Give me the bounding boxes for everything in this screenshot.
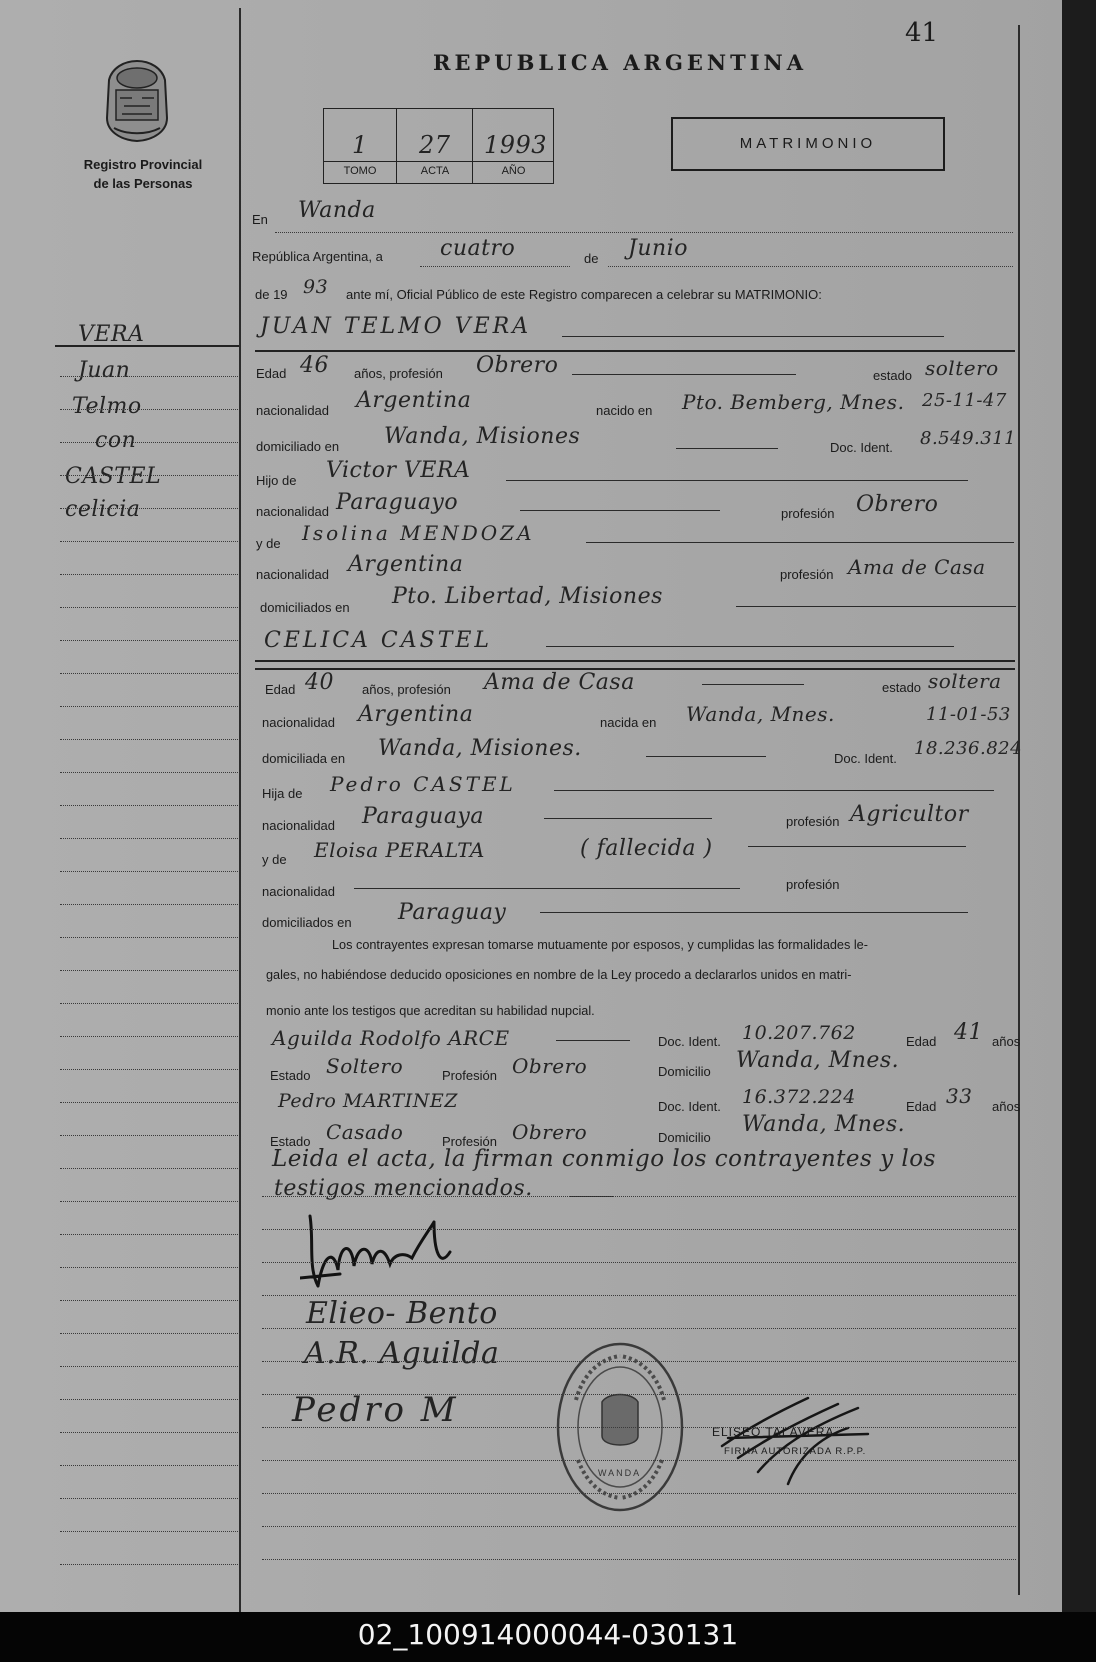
margin-rule bbox=[60, 838, 238, 839]
groom-madre-prof-label: profesión bbox=[780, 567, 834, 582]
bride-nacionalidad: Argentina bbox=[358, 702, 474, 727]
act-type: MATRIMONIO bbox=[739, 135, 877, 152]
margin-note-surname: VERA bbox=[78, 322, 145, 347]
body-rule bbox=[262, 1493, 1016, 1494]
margin-rule bbox=[60, 1465, 238, 1466]
margin-rule bbox=[60, 1069, 238, 1070]
groom-padre-prof: Obrero bbox=[856, 492, 939, 517]
bride-profesion: Ama de Casa bbox=[484, 670, 635, 695]
groom-estado: soltero bbox=[925, 356, 999, 380]
bride-padre-nac: Paraguaya bbox=[362, 804, 484, 829]
day-value: cuatro bbox=[440, 236, 516, 261]
official-name: ELISEO TALAVERA bbox=[712, 1425, 835, 1439]
scan-id: 02_100914000044-030131 bbox=[357, 1618, 739, 1651]
groom-edad-label: Edad bbox=[256, 366, 287, 381]
witness2-name: Pedro MARTINEZ bbox=[278, 1090, 458, 1112]
witness1-domicilio: Wanda, Mnes. bbox=[736, 1048, 900, 1073]
groom-domicilio: Wanda, Misiones bbox=[384, 424, 581, 449]
closing-line2: testigos mencionados. bbox=[274, 1176, 533, 1201]
groom-madre-prof: Ama de Casa bbox=[848, 555, 986, 579]
declaration-line3: monio ante los testigos que acreditan su habilidad nupcial. bbox=[266, 1004, 595, 1018]
groom-hijo-label: Hijo de bbox=[256, 473, 297, 488]
groom-nacionalidad: Argentina bbox=[356, 388, 472, 413]
margin-rule bbox=[60, 1333, 238, 1334]
margin-rule bbox=[60, 574, 238, 575]
country-title: REPUBLICA ARGENTINA bbox=[433, 50, 808, 75]
en-label: En bbox=[252, 212, 268, 227]
act-type-box bbox=[671, 117, 945, 171]
ano-value: 1993 bbox=[484, 131, 548, 159]
bride-lugar-nac: Wanda, Mnes. bbox=[686, 702, 835, 726]
witness1-doc: 10.207.762 bbox=[742, 1022, 856, 1044]
bride-padre-prof: Agricultor bbox=[850, 802, 969, 827]
bride-estado: soltera bbox=[928, 669, 1002, 693]
groom-madre-nac-label: nacionalidad bbox=[256, 567, 330, 582]
margin-rule bbox=[60, 1135, 238, 1136]
place-value: Wanda bbox=[298, 198, 376, 223]
declaration-line2: gales, no habiéndose deducido oposiciones en nombre de la Ley procedo a declararlos unidos en matri- bbox=[266, 968, 852, 982]
margin-rule bbox=[60, 739, 238, 740]
bride-madre-prof-label: profesión bbox=[786, 877, 840, 892]
signature-witness-eliseo: Elieo- Bento bbox=[306, 1296, 498, 1331]
margin-rule bbox=[60, 1234, 238, 1235]
groom-padre-nac: Paraguayo bbox=[336, 490, 459, 515]
groom-nac-label: nacionalidad bbox=[256, 403, 330, 418]
bride-edad-label: Edad bbox=[265, 682, 296, 697]
groom-padre-prof-label: profesión bbox=[781, 506, 835, 521]
republica-label: República Argentina, a bbox=[252, 249, 383, 264]
margin-rule bbox=[60, 1399, 238, 1400]
bride-estado-label: estado bbox=[882, 680, 922, 695]
body-rule bbox=[262, 1526, 1016, 1527]
margin-rule bbox=[60, 1531, 238, 1532]
witness2-profesion: Obrero bbox=[512, 1120, 588, 1144]
witness2-estado-label: Estado bbox=[270, 1134, 311, 1149]
margin-rule bbox=[60, 640, 238, 641]
acta-label: ACTA bbox=[420, 165, 450, 177]
bride-padres-dom-label: domiciliados en bbox=[262, 915, 352, 930]
bride-yde-label: y de bbox=[262, 852, 287, 867]
margin-note-name2: Telmo bbox=[72, 394, 142, 419]
coat-of-arms-logo bbox=[102, 58, 172, 144]
bride-doc-label: Doc. Ident. bbox=[834, 751, 897, 766]
witness1-edad: 41 bbox=[954, 1020, 983, 1045]
groom-doc: 8.549.311 bbox=[920, 428, 1017, 449]
witness1-dom-label: Domicilio bbox=[658, 1064, 711, 1079]
witness1-anos-label: años bbox=[992, 1034, 1021, 1049]
witness2-doc: 16.372.224 bbox=[742, 1086, 856, 1108]
groom-madre: Isolina MENDOZA bbox=[302, 521, 535, 545]
margin-rule bbox=[60, 1432, 238, 1433]
groom-profesion: Obrero bbox=[476, 353, 559, 378]
scan-footer bbox=[0, 1612, 1096, 1662]
body-rule bbox=[262, 1262, 1016, 1263]
groom-lugar-nac: Pto. Bemberg, Mnes. bbox=[682, 390, 905, 414]
year-prefix: de 19 bbox=[255, 287, 288, 302]
margin-rule bbox=[60, 508, 238, 509]
bride-hija-label: Hija de bbox=[262, 786, 303, 801]
bride-padre-nac-label: nacionalidad bbox=[262, 818, 336, 833]
signature-witness-aguilda: A.R. Aguilda bbox=[304, 1336, 500, 1371]
margin-rule bbox=[60, 541, 238, 542]
witness1-doc-label: Doc. Ident. bbox=[658, 1034, 721, 1049]
groom-name: JUAN TELMO VERA bbox=[260, 314, 532, 339]
margin-note-bride-surname: CASTEL bbox=[65, 464, 162, 489]
margin-rule bbox=[60, 1003, 238, 1004]
book-binding-edge bbox=[1062, 0, 1096, 1612]
groom-dom-label: domiciliado en bbox=[256, 439, 340, 454]
margin-divider bbox=[239, 8, 241, 1612]
month-value: Junio bbox=[628, 236, 688, 261]
margin-rule bbox=[60, 409, 238, 410]
margin-rule bbox=[60, 1366, 238, 1367]
official-title: FIRMA AUTORIZADA R.P.P. bbox=[724, 1446, 867, 1457]
page-number: 41 bbox=[905, 18, 939, 48]
declaration-line1: Los contrayentes expresan tomarse mutuamente por esposos, y cumplidas las formalidades le- bbox=[332, 938, 868, 952]
margin-rule bbox=[60, 475, 238, 476]
margin-rule bbox=[60, 970, 238, 971]
groom-padres-dom: Pto. Libertad, Misiones bbox=[392, 584, 663, 609]
bride-dom-label: domiciliada en bbox=[262, 751, 346, 766]
groom-doc-label: Doc. Ident. bbox=[830, 440, 893, 455]
witness2-prof-label: Profesión bbox=[442, 1134, 497, 1149]
bride-doc: 18.236.824 bbox=[914, 738, 1023, 759]
margin-rule bbox=[60, 1201, 238, 1202]
witness2-doc-label: Doc. Ident. bbox=[658, 1099, 721, 1114]
groom-padres-dom-label: domiciliados en bbox=[260, 600, 350, 615]
margin-rule bbox=[60, 1498, 238, 1499]
margin-rule bbox=[60, 376, 238, 377]
bride-madre: Eloisa PERALTA bbox=[314, 838, 485, 862]
bride-name: CELICA CASTEL bbox=[264, 628, 493, 653]
witness2-edad-label: Edad bbox=[906, 1099, 937, 1114]
margin-rule bbox=[60, 1102, 238, 1103]
witness1-profesion: Obrero bbox=[512, 1054, 588, 1078]
acta-value: 27 bbox=[419, 131, 451, 159]
margin-rule bbox=[60, 706, 238, 707]
bride-padre-prof-label: profesión bbox=[786, 814, 840, 829]
registry-name-line1: Registro Provincial bbox=[83, 157, 203, 172]
bride-profesion-label: años, profesión bbox=[362, 682, 451, 697]
body-rule bbox=[262, 1196, 1016, 1197]
margin-rule bbox=[60, 937, 238, 938]
margin-note-con: con bbox=[95, 428, 137, 453]
witness1-name: Aguilda Rodolfo ARCE bbox=[272, 1026, 510, 1050]
witness2-domicilio: Wanda, Mnes. bbox=[742, 1112, 906, 1137]
body-rule bbox=[262, 1229, 1016, 1230]
body-rule bbox=[262, 1460, 1016, 1461]
acta-number-box bbox=[323, 108, 554, 184]
bride-madre-nac-label: nacionalidad bbox=[262, 884, 336, 899]
closing-line1: Leida el acta, la firman conmigo los contrayentes y los bbox=[272, 1146, 936, 1172]
margin-rule bbox=[60, 871, 238, 872]
bride-padres-dom: Paraguay bbox=[398, 900, 507, 925]
groom-padre-nac-label: nacionalidad bbox=[256, 504, 330, 519]
groom-fecha-nac: 25-11-47 bbox=[922, 390, 1007, 411]
margin-rule bbox=[60, 904, 238, 905]
body-rule bbox=[262, 1427, 1016, 1428]
groom-estado-label: estado bbox=[873, 368, 913, 383]
seal-place: WANDA bbox=[598, 1468, 642, 1478]
de-label: de bbox=[584, 251, 599, 266]
ano-label: AÑO bbox=[501, 165, 526, 177]
signature-witness-pedro: Pedro M bbox=[292, 1390, 459, 1430]
witness1-estado: Soltero bbox=[326, 1054, 404, 1078]
tomo-label: TOMO bbox=[343, 165, 377, 177]
margin-rule bbox=[60, 1300, 238, 1301]
margin-rule bbox=[60, 1036, 238, 1037]
margin-rule bbox=[60, 772, 238, 773]
registry-name-line2: de las Personas bbox=[93, 176, 193, 191]
groom-padre: Victor VERA bbox=[326, 458, 471, 483]
witness2-estado: Casado bbox=[326, 1120, 404, 1144]
margin-rule bbox=[60, 1267, 238, 1268]
body-rule bbox=[262, 1559, 1016, 1560]
body-rule bbox=[262, 1295, 1016, 1296]
margin-rule bbox=[60, 607, 238, 608]
witness2-dom-label: Domicilio bbox=[658, 1130, 711, 1145]
bride-edad: 40 bbox=[305, 670, 334, 695]
witness2-edad: 33 bbox=[946, 1084, 973, 1108]
witness1-estado-label: Estado bbox=[270, 1068, 311, 1083]
groom-profesion-label: años, profesión bbox=[354, 366, 443, 381]
bride-fecha-nac: 11-01-53 bbox=[926, 704, 1011, 725]
margin-note-bride-name: celicia bbox=[65, 497, 141, 522]
groom-edad: 46 bbox=[300, 353, 329, 378]
bride-padre: Pedro CASTEL bbox=[330, 772, 516, 796]
bride-madre-note: ( fallecida ) bbox=[580, 836, 713, 861]
body-rule bbox=[262, 1394, 1016, 1395]
groom-madre-nac: Argentina bbox=[348, 552, 464, 577]
witness2-anos-label: años bbox=[992, 1099, 1021, 1114]
margin-rule bbox=[60, 673, 238, 674]
margin-rule bbox=[60, 1564, 238, 1565]
right-border-line bbox=[1018, 25, 1020, 1595]
intro-text: ante mí, Oficial Público de este Registro comparecen a celebrar su MATRIMONIO: bbox=[346, 287, 822, 302]
witness1-prof-label: Profesión bbox=[442, 1068, 497, 1083]
body-rule bbox=[262, 1328, 1016, 1329]
margin-rule bbox=[60, 805, 238, 806]
year-suffix: 93 bbox=[303, 276, 329, 298]
margin-rule bbox=[60, 1168, 238, 1169]
bride-nac-label: nacionalidad bbox=[262, 715, 336, 730]
groom-yde-label: y de bbox=[256, 536, 281, 551]
bride-domicilio: Wanda, Misiones. bbox=[378, 736, 582, 761]
tomo-value: 1 bbox=[352, 131, 368, 159]
witness1-edad-label: Edad bbox=[906, 1034, 937, 1049]
margin-rule bbox=[60, 442, 238, 443]
bride-nacida-label: nacida en bbox=[600, 715, 657, 730]
groom-signature bbox=[300, 1212, 460, 1292]
groom-nacido-label: nacido en bbox=[596, 403, 653, 418]
body-rule bbox=[262, 1361, 1016, 1362]
margin-note-name1: Juan bbox=[78, 358, 131, 383]
